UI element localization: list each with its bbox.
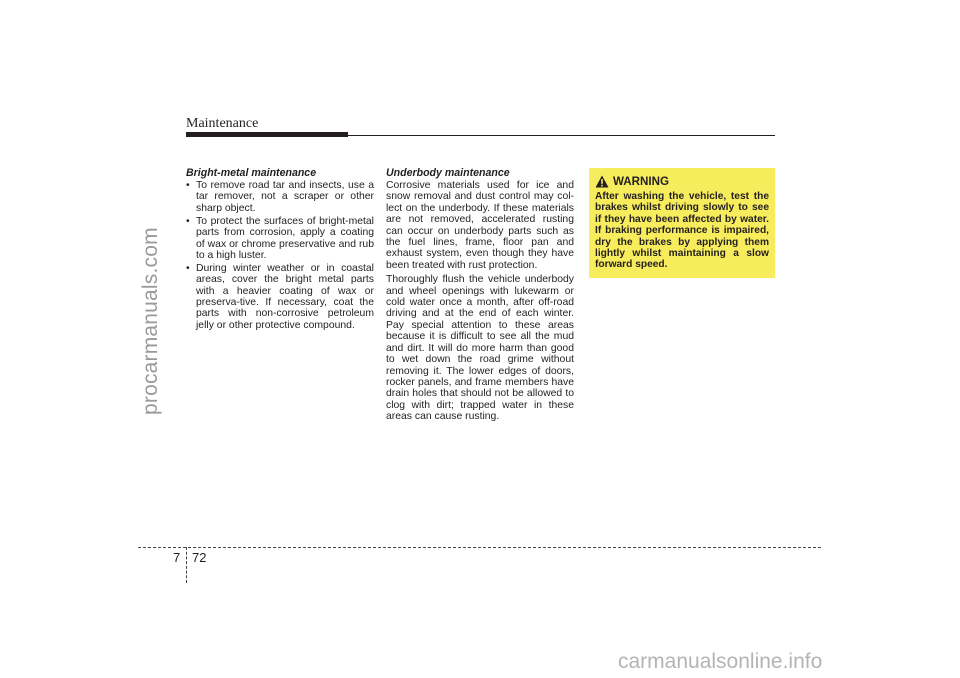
warning-header xyxy=(595,175,769,188)
warning-title: WARNING xyxy=(613,175,670,188)
list-item: • To protect the surfaces of bright-metal parts from corrosion, apply a coating of wax or chrome preservative and rub to a high luster. xyxy=(186,216,374,262)
list-item: • To remove road tar and insects, use a tar remover, not a scraper or other sharp object. xyxy=(186,180,374,214)
watermark-procarmanuals: procarmanuals.com xyxy=(139,227,162,415)
footer-dashed-divider xyxy=(186,547,187,583)
section-title: Maintenance xyxy=(186,116,259,131)
warning-triangle-icon xyxy=(595,175,609,188)
underbody-heading: Underbody maintenance xyxy=(386,167,510,179)
underbody-paragraph: Thoroughly flush the vehicle underbody and wheel openings with lukewarm or cold water once a month, after off-road driving and at the end of each winter. Pay special attention to these areas because it is difficult to see all the mud and dirt. It will do more harm than good to wet down the road grime without removing it. The lower edges of doors, rocker panels, and frame members have drain holes that should not be allowed to clog with dirt; trapped water in these areas can cause rusting. xyxy=(386,274,574,423)
warning-text: After washing the vehicle, test the brakes whilst driving slowly to see if they have been affected by water. If braking performance is impaired, dry the brakes by applying them lightly whilst maintaining a slow forward speed. xyxy=(595,191,769,271)
footer-dashed-rule xyxy=(138,547,821,548)
page-number: 72 xyxy=(192,550,207,565)
warning-box xyxy=(589,168,775,278)
list-item: • During winter weather or in coastal areas, cover the bright metal parts with a heavier coating of wax or preserva-tive. If necessary, coat the parts with non-corrosive petroleum jelly or other protective compound. xyxy=(186,263,374,331)
bright-metal-heading: Bright-metal maintenance xyxy=(186,167,317,179)
underbody-paragraph: Corrosive materials used for ice and snow removal and dust control may col-lect on the underbody. If these materials are not removed, accelerated rusting can occur on underbody parts such as the fuel lines, frame, floor pan and exhaust system, even though they have been treated with rust protection. xyxy=(386,180,574,271)
bright-metal-column xyxy=(186,167,374,333)
watermark-carmanualsonline: carmanualsonline.info xyxy=(618,650,823,673)
bright-metal-list xyxy=(186,180,374,331)
underbody-column xyxy=(386,167,574,426)
header-bar xyxy=(186,132,348,137)
header-rule xyxy=(348,135,775,136)
chapter-number: 7 xyxy=(173,550,181,565)
